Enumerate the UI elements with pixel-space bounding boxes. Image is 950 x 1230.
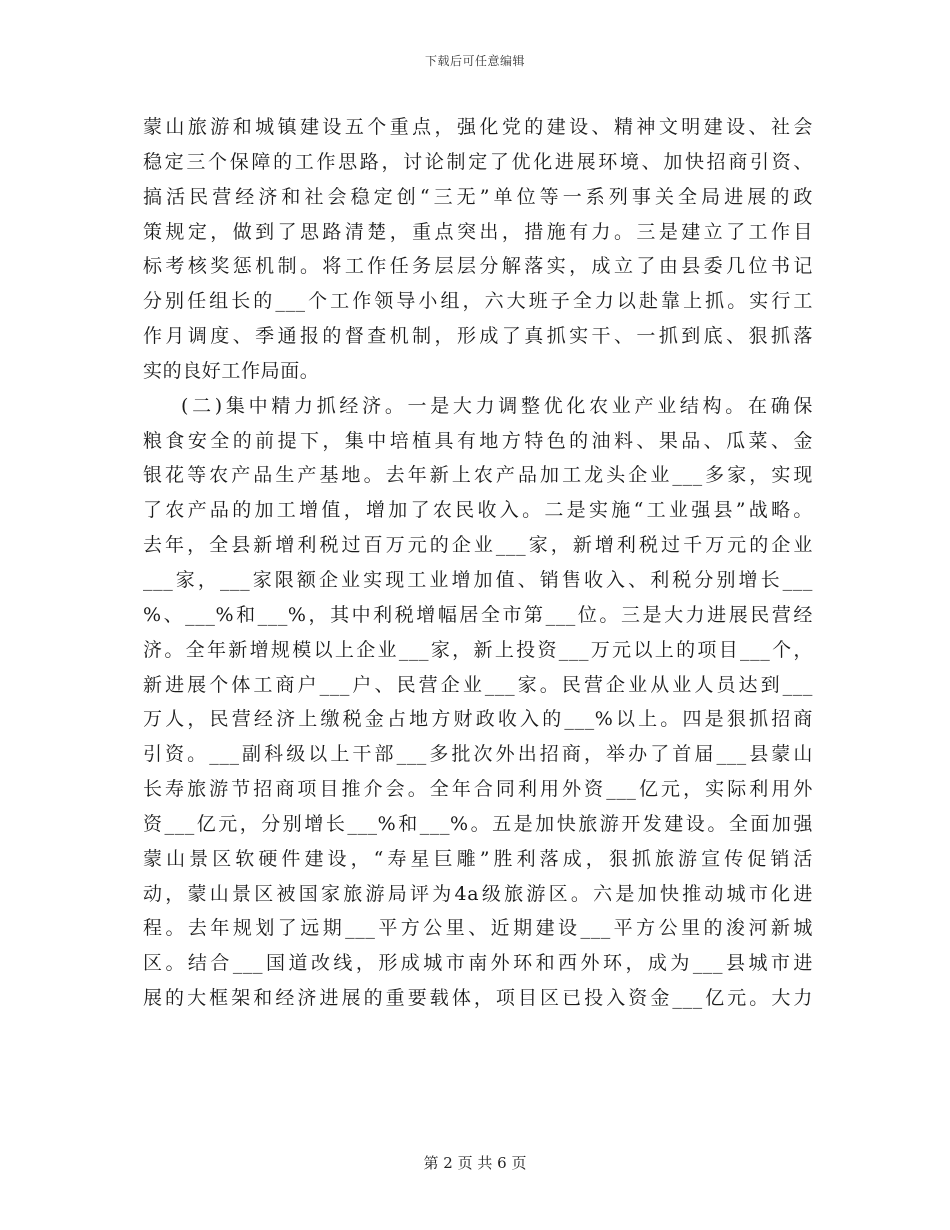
body-line: 粮食安全的前提下，集中培植具有地方特色的油料、果品、瓜菜、金 [143, 429, 813, 452]
document-body [143, 110, 813, 1016]
body-line: 引资。___副科级以上干部___多批次外出招商，举办了首届___县蒙山 [143, 743, 813, 766]
body-line: ___家，___家限额企业实现工业增加值、销售收入、利税分别增长___ [143, 568, 813, 591]
body-line: 展的大框架和经济进展的重要载体，项目区已投入资金___亿元。大力 [143, 987, 813, 1010]
body-line: 实的良好工作局面。 [143, 359, 320, 382]
body-line: 程。去年规划了远期___平方公里、近期建设___平方公里的浚河新城 [143, 917, 813, 940]
body-line: 了农产品的加工增值，增加了农民收入。二是实施“工业强县”战略。 [143, 499, 813, 522]
body-line: 区。结合___国道改线，形成城市南外环和西外环，成为___县城市进 [143, 952, 813, 975]
body-line: 标考核奖惩机制。将工作任务层层分解落实，成立了由县委几位书记 [143, 255, 813, 278]
paragraph-start-line: (二)集中精力抓经济。一是大力调整优化农业产业结构。在确保 [181, 394, 813, 417]
body-line: 蒙山景区软硬件建设，“寿星巨雕”胜利落成，狠抓旅游宣传促销活 [143, 847, 813, 870]
body-line: 去年，全县新增利税过百万元的企业___家，新增利税过千万元的企业 [143, 534, 813, 557]
body-line: 策规定，做到了思路清楚，重点突出，措施有力。三是建立了工作目 [143, 220, 813, 243]
body-line: %、___%和___%，其中利税增幅居全市第___位。三是大力进展民营经 [143, 603, 813, 626]
page-number: 第 2 页 共 6 页 [423, 1154, 527, 1172]
body-line: 搞活民营经济和社会稳定创“三无”单位等一系列事关全局进展的政 [143, 185, 813, 208]
body-line: 稳定三个保障的工作思路，讨论制定了优化进展环境、加快招商引资、 [143, 150, 813, 173]
body-line: 万人，民营经济上缴税金占地方财政收入的___%以上。四是狠抓招商 [143, 708, 813, 731]
page-header: 下载后可任意编辑 [424, 54, 525, 68]
body-line: 银花等农产品生产基地。去年新上农产品加工龙头企业___多家，实现 [143, 464, 813, 487]
body-line: 新进展个体工商户___户、民营企业___家。民营企业从业人员达到___ [143, 673, 813, 696]
body-line: 长寿旅游节招商项目推介会。全年合同利用外资___亿元，实际利用外 [143, 778, 813, 801]
body-line: 济。全年新增规模以上企业___家，新上投资___万元以上的项目___个， [143, 638, 813, 661]
body-line: 分别任组长的___个工作领导小组，六大班子全力以赴靠上抓。实行工 [143, 290, 813, 313]
body-line: 蒙山旅游和城镇建设五个重点，强化党的建设、精神文明建设、社会 [143, 116, 813, 138]
body-line: 作月调度、季通报的督查机制，形成了真抓实干、一抓到底、狠抓落 [143, 325, 813, 348]
body-line: 动，蒙山景区被国家旅游局评为4a级旅游区。六是加快推动城市化进 [143, 882, 813, 905]
body-line: 资___亿元，分别增长___%和___%。五是加快旅游开发建设。全面加强 [143, 812, 813, 835]
